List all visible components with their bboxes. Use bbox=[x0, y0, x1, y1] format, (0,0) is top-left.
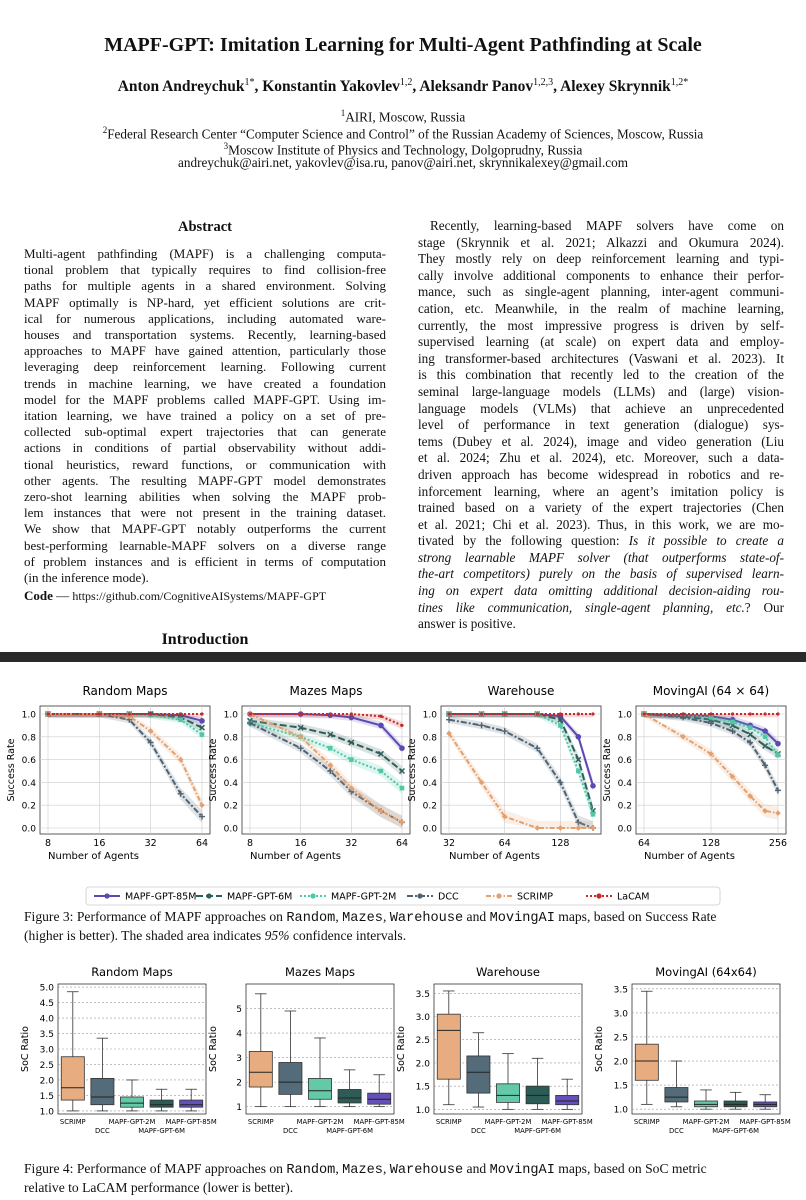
introduction-heading: Introduction bbox=[161, 631, 249, 648]
y-tick-label: 0.8 bbox=[422, 733, 437, 744]
data-point bbox=[128, 712, 131, 715]
y-tick-label: 4.5 bbox=[39, 999, 54, 1010]
code-line: Code — https://github.com/CognitiveAISystems/MAPF-GPT bbox=[24, 588, 327, 603]
soc-box-chart bbox=[20, 965, 217, 1135]
text-line: MAPF optimally is NP-hard, yet efficient solutions are crit- bbox=[24, 294, 386, 310]
y-tick-label: 0.8 bbox=[21, 733, 36, 744]
y-tick-label: 2.5 bbox=[39, 1060, 54, 1071]
author-name: Aleksandr Panov bbox=[419, 78, 534, 96]
box bbox=[61, 1057, 84, 1100]
x-tick-label: 32 bbox=[345, 838, 358, 849]
author-name: Konstantin Yakovlev bbox=[262, 78, 400, 96]
text-line: best-performing learnable-MAPF solvers on a diverse range bbox=[24, 537, 386, 553]
soc-box-chart bbox=[396, 965, 593, 1135]
y-tick-label: 0.2 bbox=[422, 801, 437, 812]
data-point bbox=[399, 745, 405, 751]
y-tick-label: 2.0 bbox=[39, 1076, 54, 1087]
x-tick-label: DCC bbox=[669, 1127, 684, 1135]
data-point bbox=[46, 712, 49, 715]
introduction-body bbox=[418, 218, 784, 633]
data-point bbox=[199, 718, 205, 724]
y-tick-label: 0.2 bbox=[617, 801, 632, 812]
x-tick-label: 128 bbox=[701, 838, 721, 849]
x-tick-label: SCRIMP bbox=[633, 1118, 660, 1126]
text-line: trained based on a variety of the expert trajectories (Chen bbox=[418, 500, 784, 516]
y-tick-label: 0.6 bbox=[617, 756, 632, 767]
box bbox=[91, 1078, 114, 1104]
box bbox=[150, 1100, 173, 1107]
data-point bbox=[776, 753, 781, 758]
x-tick-label: 64 bbox=[637, 838, 651, 849]
text-line: cation, etc. Meanwhile, in the realm of machine learning, bbox=[418, 300, 784, 316]
code-label: Code bbox=[24, 588, 53, 603]
data-point bbox=[179, 712, 182, 715]
y-tick-label: 2.5 bbox=[415, 1036, 430, 1047]
legend-marker bbox=[417, 893, 422, 898]
x-tick-label: MAPF-GPT-6M bbox=[712, 1127, 759, 1135]
chart-title: Random Maps bbox=[82, 684, 168, 698]
affiliation: $^2$Federal Research Center “Computer Science and Control” of the Russian Academy of Sciences, Moscow, Russia bbox=[102, 125, 704, 142]
text-line: the-art competitors) purely on the basis of supervised learn- bbox=[418, 566, 784, 582]
y-tick-label: 0.6 bbox=[422, 756, 437, 767]
text-line: of problem instances and is efficient in terms of computation bbox=[24, 553, 386, 569]
data-point bbox=[730, 720, 735, 725]
y-tick-label: 1.0 bbox=[415, 1105, 430, 1116]
text-line: driven approach has become widespread in robotics and re- bbox=[418, 466, 784, 482]
text-line: tines like communication, single-agent planning, etc.? Our bbox=[418, 599, 784, 615]
y-tick-label: 1.5 bbox=[415, 1082, 430, 1093]
x-axis-label: Number of Agents bbox=[48, 851, 139, 862]
chart-title: MovingAI (64 × 64) bbox=[652, 684, 770, 698]
data-point bbox=[577, 712, 580, 715]
x-tick-label: 64 bbox=[395, 838, 409, 849]
text-line: tional problem that typically requires to find collision-free bbox=[24, 262, 386, 278]
data-point bbox=[731, 712, 734, 715]
text-line: tional heuristics, reward functions, or communication with bbox=[24, 456, 386, 472]
x-tick-label: DCC bbox=[283, 1127, 298, 1135]
box bbox=[437, 1014, 460, 1079]
y-tick-label: 1.0 bbox=[39, 1107, 54, 1118]
box bbox=[338, 1089, 361, 1102]
success-rate-chart bbox=[407, 684, 601, 862]
y-tick-label: 5 bbox=[236, 1005, 242, 1016]
x-axis-label: Number of Agents bbox=[250, 851, 341, 862]
affiliation: $^1$AIRI, Moscow, Russia bbox=[340, 108, 466, 125]
chart-title: Mazes Maps bbox=[289, 684, 363, 698]
text-line: zero-shot learning abilities when solving the MAPF prob- bbox=[24, 489, 386, 505]
author-mark: 1,2,3 bbox=[533, 77, 554, 88]
data-point bbox=[349, 757, 354, 762]
text-line: We show that MAPF-GPT notably outperforms the current bbox=[24, 521, 386, 537]
data-point bbox=[559, 712, 562, 715]
author-mark: 1,2 bbox=[399, 77, 413, 88]
y-axis-label: Success Rate bbox=[602, 738, 613, 802]
text-line: answer is positive. bbox=[418, 616, 516, 632]
y-axis-label: SoC Ratio bbox=[594, 1026, 605, 1072]
legend-marker bbox=[596, 893, 601, 898]
data-point bbox=[98, 712, 101, 715]
text-line: itation learning, we have trained a policy on a set of pre- bbox=[24, 408, 386, 424]
text-line: is this combination that recently led to the creation of the bbox=[418, 367, 784, 383]
success-rate-chart bbox=[6, 684, 210, 862]
text-line: ing on expert data omitting additional decision-aiding rou- bbox=[418, 583, 784, 599]
y-tick-label: 3.0 bbox=[415, 1013, 430, 1023]
x-axis-label: Number of Agents bbox=[449, 851, 540, 862]
legend-marker bbox=[104, 893, 109, 898]
data-point bbox=[503, 712, 506, 715]
x-tick-label: MAPF-GPT-85M bbox=[353, 1118, 405, 1126]
paper-title: MAPF-GPT: Imitation Learning for Multi-Agent Pathfinding at Scale bbox=[104, 34, 702, 56]
box bbox=[665, 1088, 688, 1102]
text-line: other agents. The resulting MAPF-GPT model demonstrates bbox=[24, 472, 386, 488]
text-line: tivated by the following question: Is it possible to create a bbox=[418, 533, 784, 549]
x-tick-label: 32 bbox=[144, 838, 157, 849]
y-tick-label: 3.5 bbox=[613, 985, 628, 996]
y-tick-label: 3.5 bbox=[39, 1030, 54, 1041]
y-tick-label: 3.5 bbox=[415, 989, 430, 1000]
data-point bbox=[558, 723, 563, 728]
figures-panel bbox=[0, 662, 806, 1200]
text-line: trends in machine learning, we have created a foundation bbox=[24, 375, 386, 391]
section-divider bbox=[0, 652, 806, 662]
box bbox=[249, 1051, 272, 1087]
x-tick-label: MAPF-GPT-85M bbox=[165, 1118, 217, 1126]
x-tick-label: 32 bbox=[442, 838, 456, 849]
x-tick-label: MAPF-GPT-2M bbox=[682, 1118, 730, 1126]
text-line: supervised learning (at scale) on expert data and employ- bbox=[418, 334, 784, 350]
data-point bbox=[775, 741, 781, 747]
data-point bbox=[200, 732, 205, 737]
box bbox=[467, 1056, 490, 1093]
success-rate-chart bbox=[208, 684, 410, 862]
data-point bbox=[590, 783, 596, 789]
chart-title: Warehouse bbox=[476, 965, 540, 979]
text-line: model for the MAPF problems called MAPF-GPT. Using im- bbox=[24, 391, 386, 407]
y-axis-label: SoC Ratio bbox=[396, 1026, 407, 1072]
text-line: ing transformer-based architectures (Vaswani et al. 2023). It bbox=[418, 350, 784, 366]
text-line: ical for numerous applications, including automated ware- bbox=[24, 310, 386, 326]
text-line: et al. 2024; Zhu et al. 2024), etc. Moreover, such a data- bbox=[418, 450, 784, 466]
y-tick-label: 1.5 bbox=[613, 1081, 628, 1092]
legend-marker bbox=[496, 893, 501, 898]
x-tick-label: 8 bbox=[246, 838, 254, 849]
y-tick-label: 2.0 bbox=[415, 1059, 430, 1070]
author-mark: 1,2* bbox=[670, 77, 689, 88]
box bbox=[496, 1084, 519, 1103]
legend-label: SCRIMP bbox=[517, 891, 553, 903]
text-line: tems (Dubey et al. 2024), image and video generation (Liu bbox=[418, 433, 784, 449]
data-point bbox=[200, 712, 203, 715]
x-tick-label: MAPF-GPT-6M bbox=[138, 1127, 185, 1135]
data-point bbox=[591, 712, 594, 715]
y-tick-label: 0.4 bbox=[422, 778, 437, 789]
data-point bbox=[328, 746, 333, 751]
y-tick-label: 4 bbox=[236, 1029, 242, 1040]
text-line: (in the inference mode). bbox=[24, 570, 149, 586]
data-point bbox=[329, 712, 332, 715]
y-tick-label: 0.8 bbox=[617, 733, 632, 744]
x-tick-label: MAPF-GPT-85M bbox=[739, 1118, 791, 1126]
x-tick-label: SCRIMP bbox=[247, 1118, 274, 1126]
data-point bbox=[576, 769, 581, 774]
box bbox=[368, 1093, 391, 1104]
text-line: collected sub-optimal expert trajectories that can generate bbox=[24, 424, 386, 440]
x-tick-label: 8 bbox=[44, 838, 52, 849]
data-point bbox=[299, 712, 302, 715]
figure-3-caption: Figure 3: Performance of MAPF approaches on Random, Mazes, Warehouse and MovingAI maps, based on Success Rate (higher is better). The shaded area indicates 95% confidence intervals. bbox=[24, 909, 717, 943]
data-point bbox=[480, 712, 483, 715]
y-tick-label: 0.4 bbox=[617, 778, 632, 789]
y-axis-label: SoC Ratio bbox=[20, 1026, 31, 1072]
data-point bbox=[763, 712, 766, 715]
x-tick-label: MAPF-GPT-6M bbox=[326, 1127, 373, 1135]
text-line: houses and transportation systems. Recently, learning-based bbox=[24, 327, 386, 343]
x-tick-label: MAPF-GPT-85M bbox=[541, 1118, 593, 1126]
x-tick-label: 64 bbox=[498, 838, 511, 849]
y-tick-label: 3.0 bbox=[613, 1009, 628, 1020]
text-line: leveraging deep reinforcement learning. Following current bbox=[24, 359, 386, 375]
y-tick-label: 0.0 bbox=[617, 824, 632, 835]
y-tick-label: 2 bbox=[236, 1078, 242, 1089]
y-tick-label: 1.5 bbox=[39, 1091, 54, 1102]
x-tick-label: 128 bbox=[551, 838, 570, 849]
y-tick-label: 4.0 bbox=[39, 1014, 54, 1025]
text-line: approaches to MAPF have gained attention, particularly those bbox=[24, 343, 386, 359]
data-point bbox=[178, 717, 183, 722]
x-tick-label: 16 bbox=[294, 838, 307, 849]
y-axis-label: Success Rate bbox=[208, 738, 219, 802]
x-tick-label: MAPF-GPT-2M bbox=[296, 1118, 344, 1126]
legend-label: MAPF-GPT-2M bbox=[331, 891, 397, 903]
author-list: Anton Andreychuk$^{1*}$, Konstantin Yakovlev$^{1,2}$, Aleksandr Panov$^{1,2,3}$, Alexey Skrynnik$^{1,2*}$ bbox=[117, 77, 689, 96]
legend-marker bbox=[206, 893, 211, 898]
chart-title: Mazes Maps bbox=[285, 965, 355, 979]
data-point bbox=[763, 735, 768, 740]
soc-box-chart bbox=[594, 965, 791, 1135]
y-tick-label: 0.8 bbox=[223, 733, 238, 744]
chart-title: Warehouse bbox=[487, 684, 555, 698]
y-axis-label: SoC Ratio bbox=[208, 1026, 219, 1072]
y-tick-label: 1.0 bbox=[21, 710, 36, 721]
figure-3-success-rate bbox=[0, 678, 806, 908]
legend-label: DCC bbox=[438, 891, 459, 903]
data-point bbox=[576, 734, 582, 740]
y-tick-label: 1.0 bbox=[422, 710, 437, 721]
legend-label: MAPF-GPT-85M bbox=[125, 891, 197, 903]
y-tick-label: 0.4 bbox=[223, 778, 238, 789]
author-mark: 1* bbox=[244, 77, 255, 88]
soc-box-chart bbox=[208, 965, 405, 1135]
data-point bbox=[776, 712, 779, 715]
author-emails: andreychuk@airi.net, yakovlev@isa.ru, panov@airi.net, skrynnikalexey@gmail.com bbox=[178, 155, 628, 170]
y-tick-label: 1.0 bbox=[613, 1105, 628, 1116]
box bbox=[556, 1095, 579, 1104]
text-line: level of performance in text generation (dialogue) sys- bbox=[418, 417, 784, 433]
text-line: mance, such as single-agent planning, inter-agent communi- bbox=[418, 284, 784, 300]
x-tick-label: 256 bbox=[768, 838, 788, 849]
y-tick-label: 0.6 bbox=[21, 756, 36, 767]
legend-label: LaCAM bbox=[617, 891, 650, 903]
text-line: Recently, learning-based MAPF solvers have come on bbox=[430, 218, 784, 233]
data-point bbox=[447, 712, 450, 715]
data-point bbox=[248, 712, 251, 715]
abstract-heading: Abstract bbox=[178, 219, 232, 235]
y-tick-label: 0.2 bbox=[21, 801, 36, 812]
affiliation: $^3$Moscow Institute of Physics and Technology, Dolgoprudny, Russia bbox=[223, 141, 583, 158]
box bbox=[180, 1100, 203, 1107]
text-line: seminal large-language models (LLMs) and (large) vision- bbox=[418, 383, 784, 399]
text-line: et al. 2021; Chi et al. 2023). Thus, in this work, we are mo- bbox=[418, 516, 784, 532]
author-name: Anton Andreychuk bbox=[117, 78, 245, 96]
chart-title: MovingAI (64x64) bbox=[655, 965, 757, 979]
text-line: stage (Skrynnik et al. 2021; Alkazzi and Okumura 2024). bbox=[418, 234, 784, 250]
data-point bbox=[642, 712, 645, 715]
y-tick-label: 0.4 bbox=[21, 778, 36, 789]
x-tick-label: MAPF-GPT-2M bbox=[484, 1118, 532, 1126]
data-point bbox=[400, 786, 405, 791]
text-line: cally involve additional components to enhance their perfor- bbox=[418, 267, 784, 283]
data-point bbox=[709, 712, 712, 715]
text-line: They mostly rely on deep reinforcement learning and typi- bbox=[418, 251, 784, 267]
data-point bbox=[749, 712, 752, 715]
figure-4-soc-ratio bbox=[0, 962, 806, 1182]
text-line: paths for multiple agents in a shared environment. Solving bbox=[24, 278, 386, 294]
data-point bbox=[400, 724, 403, 727]
x-tick-label: SCRIMP bbox=[59, 1118, 86, 1126]
data-point bbox=[379, 715, 382, 718]
text-line: actions in conditions of partial observability without addi- bbox=[24, 440, 386, 456]
text-line: language models (VLMs) that achieve an unprecedented bbox=[418, 400, 784, 416]
author-name: Alexey Skrynnik bbox=[560, 78, 671, 96]
success-rate-chart bbox=[602, 684, 787, 862]
y-tick-label: 3 bbox=[236, 1054, 242, 1065]
box bbox=[120, 1097, 143, 1107]
legend-label: MAPF-GPT-6M bbox=[227, 891, 293, 903]
y-axis-label: Success Rate bbox=[407, 738, 418, 802]
abstract-body bbox=[24, 246, 386, 586]
y-tick-label: 1 bbox=[236, 1103, 242, 1114]
y-tick-label: 1.0 bbox=[617, 710, 632, 721]
data-point bbox=[748, 725, 753, 730]
text-line: lem instances that were not present in the training dataset. bbox=[24, 505, 386, 521]
text-line: inforcement learning, where an agent’s imitation policy is bbox=[418, 483, 784, 499]
x-tick-label: SCRIMP bbox=[435, 1118, 462, 1126]
box bbox=[308, 1078, 331, 1099]
box bbox=[279, 1062, 302, 1094]
y-tick-label: 2.5 bbox=[613, 1033, 628, 1044]
x-axis-label: Number of Agents bbox=[644, 851, 735, 862]
x-tick-label: DCC bbox=[471, 1127, 486, 1135]
box bbox=[635, 1044, 658, 1080]
text-line: Multi-agent pathfinding (MAPF) is a challenging computa- bbox=[24, 246, 386, 261]
y-tick-label: 0.6 bbox=[223, 756, 238, 767]
data-point bbox=[536, 712, 539, 715]
y-tick-label: 5.0 bbox=[39, 983, 54, 994]
y-tick-label: 0.0 bbox=[422, 824, 437, 835]
data-point bbox=[682, 712, 685, 715]
x-tick-label: MAPF-GPT-6M bbox=[514, 1127, 561, 1135]
y-tick-label: 1.0 bbox=[223, 710, 238, 721]
figure-4-caption: Figure 4: Performance of MAPF approaches on Random, Mazes, Warehouse and MovingAI maps, based on SoC metric relative to LaCAM performance (lower is better). bbox=[24, 1161, 707, 1195]
x-tick-label: DCC bbox=[95, 1127, 110, 1135]
data-point bbox=[350, 712, 353, 715]
y-tick-label: 3.0 bbox=[39, 1045, 54, 1056]
chart-title: Random Maps bbox=[91, 965, 173, 979]
text-line: strong learnable MAPF solver (that outperforms state-of- bbox=[418, 549, 784, 565]
y-axis-label: Success Rate bbox=[6, 738, 17, 802]
x-tick-label: MAPF-GPT-2M bbox=[108, 1118, 156, 1126]
x-tick-label: 16 bbox=[93, 838, 106, 849]
y-tick-label: 0.2 bbox=[223, 801, 238, 812]
y-tick-label: 2.0 bbox=[613, 1057, 628, 1068]
data-point bbox=[591, 812, 596, 817]
data-point bbox=[379, 769, 384, 774]
legend-marker bbox=[310, 893, 315, 898]
y-tick-label: 0.0 bbox=[223, 824, 238, 835]
data-point bbox=[378, 723, 384, 729]
data-point bbox=[149, 712, 152, 715]
x-tick-label: 64 bbox=[195, 838, 209, 849]
y-tick-label: 0.0 bbox=[21, 824, 36, 835]
chart-legend bbox=[86, 887, 720, 905]
code-link[interactable]: https://github.com/CognitiveAISystems/MAPF-GPT bbox=[72, 589, 327, 603]
text-line: currently, the most impressive progress is driven by self- bbox=[418, 317, 784, 333]
